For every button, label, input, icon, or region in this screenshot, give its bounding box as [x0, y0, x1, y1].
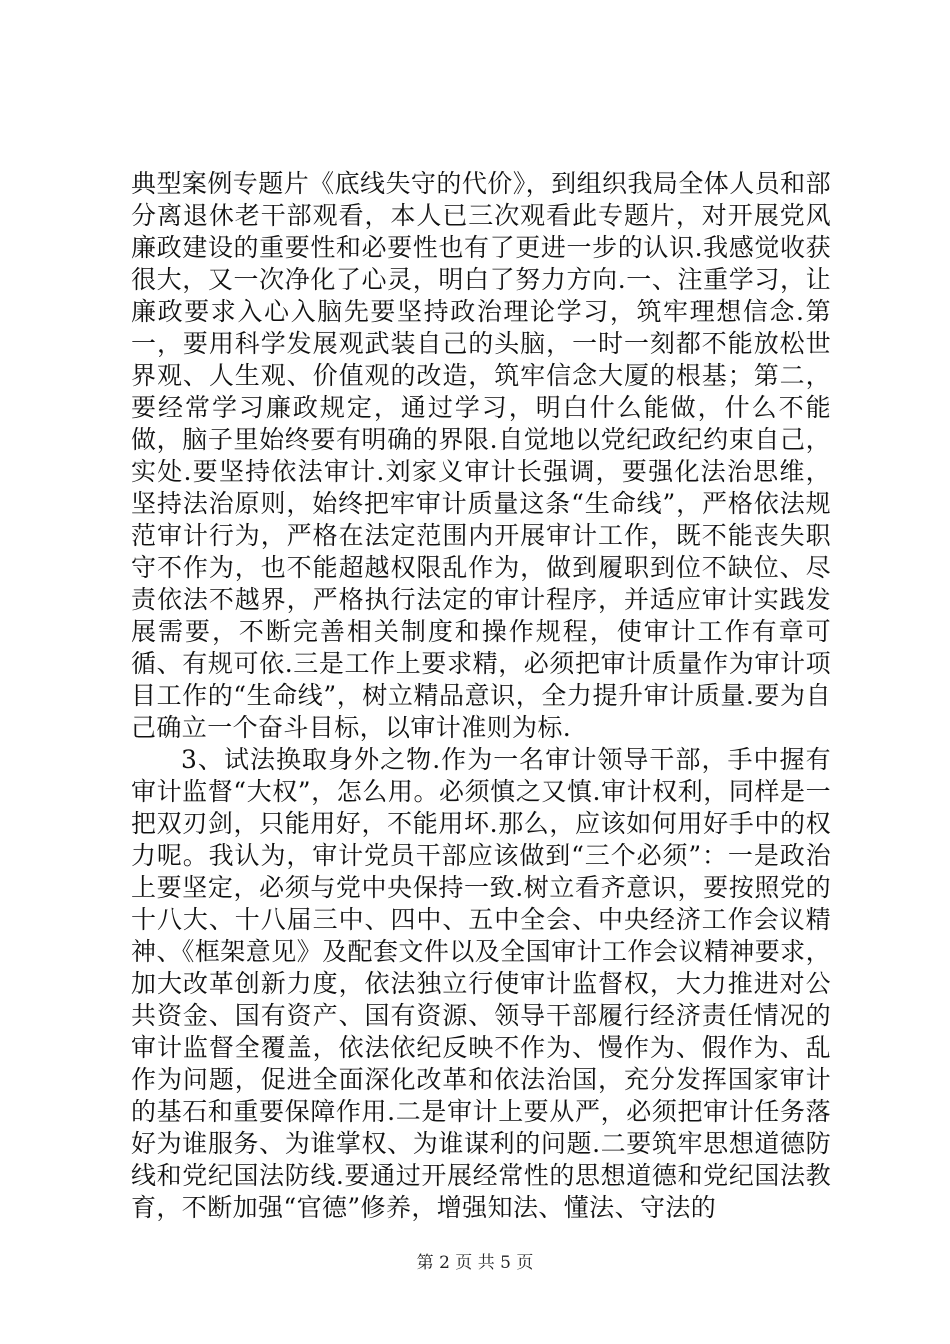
paragraph-2: 3、试法换取身外之物.作为一名审计领导干部，手中握有审计监督“大权”，怎么用。必须慎之又慎.审计权利，同样是一把双刃剑，只能用好，不能用坏.那么，应该如何用好手中的权力呢。我认为，审计党员干部应该做到“三个必须”：一是政治上要坚定，必须与党中央保持一致.树立看齐意识，要按照党的十八大、十八届三中、四中、五中全会、中央经济工作会议精神、《框架意见》及配套文件以及全国审计工作会议精神要求，加大改革创新力度，依法独立行使审计监督权，大力推进对公共资金、国有资产、国有资源、领导干部履行经济责任情况的审计监督全覆盖，依法依纪反映不作为、慢作为、假作为、乱作为问题，促进全面深化改革和依法治国，充分发挥国家审计的基石和重要保障作用.二是审计上要从严，必须把审计任务落好为谁服务、为谁掌权、为谁谋利的问题.二要筑牢思想道德防线和党纪国法防线.要通过开展经常性的思想道德和党纪国法教育，不断加强“官德”修养，增强知法、懂法、守法的: [131, 745, 831, 1222]
paragraph-1: 典型案例专题片《底线失守的代价》，到组织我局全体人员和部分离退休老干部观看，本人已三次观看此专题片，对开展党风廉政建设的重要性和必要性也有了更进一步的认识.我感觉收获很大，又一次净化了心灵，明白了努力方向.一、注重学习，让廉政要求入心入脑先要坚持政治理论学习，筑牢理想信念.第一，要用科学发展观武装自己的头脑，一时一刻都不能放松世界观、人生观、价值观的改造，筑牢信念大厦的根基；第二，要经常学习廉政规定，通过学习，明白什么能做，什么不能做，脑子里始终要有明确的界限.自觉地以党纪政纪约束自己，实处.要坚持依法审计.刘家义审计长强调，要强化法治思维，坚持法治原则，始终把牢审计质量这条“生命线”，严格依法规范审计行为，严格在法定范围内开展审计工作，既不能丧失职守不作为，也不能超越权限乱作为，做到履职到位不缺位、尽责依法不越界，严格执行法定的审计程序，并适应审计实践发展需要，不断完善相关制度和操作规程，使审计工作有章可循、有规可依.三是工作上要求精，必须把审计质量作为审计项目工作的“生命线”，树立精品意识，全力提升审计质量.要为自己确立一个奋斗目标，以审计准则为标.: [131, 169, 831, 742]
document-body: [131, 168, 831, 1224]
page-number-footer: 第 2 页 共 5 页: [416, 1253, 534, 1273]
